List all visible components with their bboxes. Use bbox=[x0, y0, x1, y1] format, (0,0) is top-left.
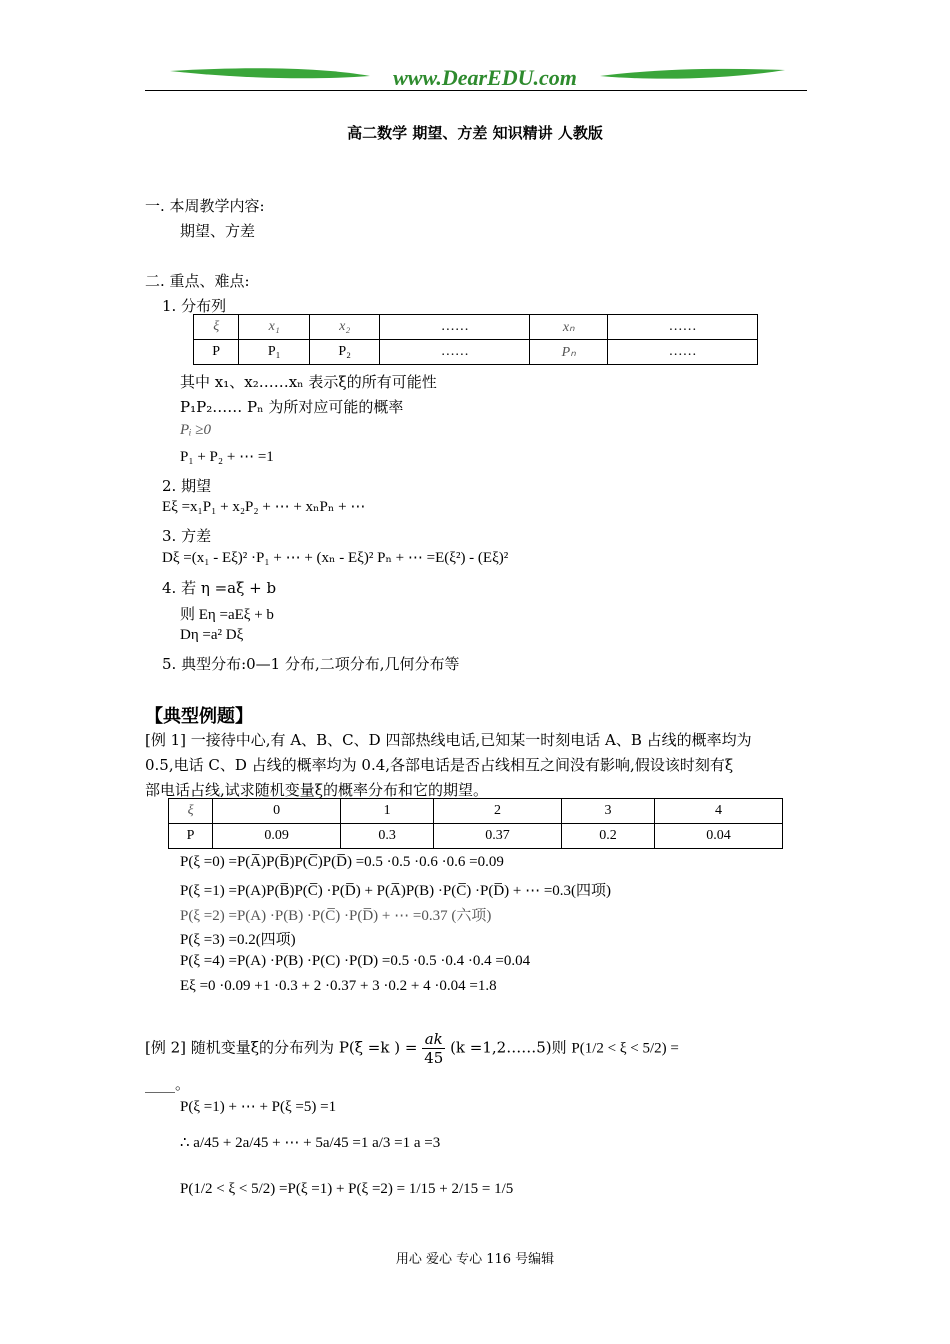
note-possible-values: 其中 x₁、x₂……xₙ 表示ξ的所有可能性 bbox=[180, 373, 437, 391]
formula-nonneg: Pᵢ ≥0 bbox=[180, 422, 212, 438]
table-cell: x₂ bbox=[309, 315, 380, 340]
logo-text: www.DearEDU.com bbox=[393, 65, 577, 90]
table-cell: 4 bbox=[654, 799, 782, 824]
solution1-line6: Eξ =0 ·0.09 +1 ·0.3 + 2 ·0.37 + 3 ·0.2 + 4 ·0.04 =1.8 bbox=[180, 978, 497, 994]
example2-statement bbox=[145, 1030, 679, 1067]
table-cell: 0.04 bbox=[654, 824, 782, 849]
distribution-table bbox=[193, 314, 758, 365]
table-cell: 1 bbox=[341, 799, 434, 824]
section2-heading: 二. 重点、难点: bbox=[145, 272, 250, 290]
table-cell: …… bbox=[608, 315, 758, 340]
formula-linear-expectation: 则 Eη =aEξ + b bbox=[180, 607, 274, 623]
solution1-line4: P(ξ =3) =0.2(四项) bbox=[180, 932, 296, 948]
table-cell: ξ bbox=[169, 799, 213, 824]
table-row bbox=[194, 315, 758, 340]
example1-text-line3: 部电话占线,试求随机变量ξ的概率分布和它的期望。 bbox=[145, 781, 489, 799]
solution2-line1: P(ξ =1) + ⋯ + P(ξ =5) =1 bbox=[180, 1099, 337, 1115]
formula-expectation: Eξ =x₁P₁ + x₂P₂ + ⋯ + xₙPₙ + ⋯ bbox=[162, 499, 366, 515]
example2-blank: ____。 bbox=[145, 1075, 191, 1093]
page-footer: 用心 爱心 专心 116 号编辑 bbox=[395, 1252, 555, 1267]
table-cell: x₁ bbox=[239, 315, 310, 340]
example2-question: P(1/2 < ξ < 5/2) = bbox=[571, 1040, 679, 1057]
item-distribution: 1. 分布列 bbox=[162, 297, 227, 315]
table-cell: xₙ bbox=[530, 315, 608, 340]
table-cell: 0 bbox=[213, 799, 341, 824]
example2-fraction bbox=[422, 1030, 445, 1067]
logo-swoosh-icon bbox=[145, 62, 807, 92]
example2-text-a: [例 2] 随机变量ξ的分布列为 P(ξ =k ) = bbox=[145, 1038, 418, 1057]
table-cell: 2 bbox=[434, 799, 562, 824]
table-row bbox=[169, 799, 783, 824]
header-logo bbox=[145, 62, 807, 92]
table-cell: Pₙ bbox=[530, 340, 608, 365]
example1-text-line1: [例 1] 一接待中心,有 A、B、C、D 四部热线电话,已知某一时刻电话 A、B 占线的概率均为 bbox=[145, 731, 752, 749]
table-row bbox=[169, 824, 783, 849]
table-cell: 0.09 bbox=[213, 824, 341, 849]
table-cell: P bbox=[169, 824, 213, 849]
table-cell: …… bbox=[608, 340, 758, 365]
formula-sum: P₁ + P₂ + ⋯ =1 bbox=[180, 449, 274, 465]
header-rule bbox=[145, 90, 807, 91]
fraction-denominator: 45 bbox=[424, 1049, 444, 1067]
table-cell: ξ bbox=[194, 315, 239, 340]
example2-text-b: (k =1,2……5)则 bbox=[450, 1038, 567, 1057]
item-expectation: 2. 期望 bbox=[162, 477, 212, 495]
section1-heading: 一. 本周教学内容: bbox=[145, 197, 265, 215]
table-row bbox=[194, 340, 758, 365]
formula-linear-variance: Dη =a² Dξ bbox=[180, 627, 244, 643]
item-linear: 4. 若 η =aξ + b bbox=[162, 579, 277, 597]
examples-heading: 【典型例题】 bbox=[145, 706, 253, 727]
table-cell: 3 bbox=[562, 799, 655, 824]
item-variance: 3. 方差 bbox=[162, 527, 212, 545]
solution1-line1: P(ξ =0) =P(A̅)P(B̅)P(C̅)P(D̅) =0.5 ·0.5 ·0.6 ·0.6 =0.09 bbox=[180, 854, 504, 870]
item-typical-distributions: 5. 典型分布:0—1 分布,二项分布,几何分布等 bbox=[162, 655, 460, 673]
table-cell: 0.37 bbox=[434, 824, 562, 849]
table-cell: P bbox=[194, 340, 239, 365]
table-cell: …… bbox=[380, 315, 530, 340]
table-cell: P₁ bbox=[239, 340, 310, 365]
page-title: 高二数学 期望、方差 知识精讲 人教版 bbox=[347, 124, 603, 142]
table-cell: 0.2 bbox=[562, 824, 655, 849]
formula-variance: Dξ =(x₁ - Eξ)² ·P₁ + ⋯ + (xₙ - Eξ)² Pₙ + ⋯ =E(ξ²) - (Eξ)² bbox=[162, 550, 509, 566]
solution2-line2: ∴ a/45 + 2a/45 + ⋯ + 5a/45 =1 a/3 =1 a =3 bbox=[180, 1135, 441, 1151]
table-cell: 0.3 bbox=[341, 824, 434, 849]
solution1-line5: P(ξ =4) =P(A) ·P(B) ·P(C) ·P(D) =0.5 ·0.5 ·0.4 ·0.4 =0.04 bbox=[180, 953, 531, 969]
section1-content: 期望、方差 bbox=[180, 222, 256, 240]
solution2-line3: P(1/2 < ξ < 5/2) =P(ξ =1) + P(ξ =2) = 1/15 + 2/15 = 1/5 bbox=[180, 1181, 514, 1197]
example1-table bbox=[168, 798, 783, 849]
solution1-line2: P(ξ =1) =P(A)P(B̅)P(C̅) ·P(D̅) + P(A̅)P(B) ·P(C̅) ·P(D̅) + ⋯ =0.3(四项) bbox=[180, 883, 612, 899]
fraction-numerator: ak bbox=[422, 1030, 445, 1049]
table-cell: …… bbox=[380, 340, 530, 365]
note-probabilities: P₁P₂…… Pₙ 为所对应可能的概率 bbox=[180, 398, 404, 416]
example1-text-line2: 0.5,电话 C、D 占线的概率均为 0.4,各部电话是否占线相互之间没有影响,假设该时刻有ξ bbox=[145, 756, 734, 774]
table-cell: P₂ bbox=[309, 340, 380, 365]
solution1-line3: P(ξ =2) =P(A) ·P(B) ·P(C̅) ·P(D̅) + ⋯ =0.37 (六项) bbox=[180, 908, 492, 924]
